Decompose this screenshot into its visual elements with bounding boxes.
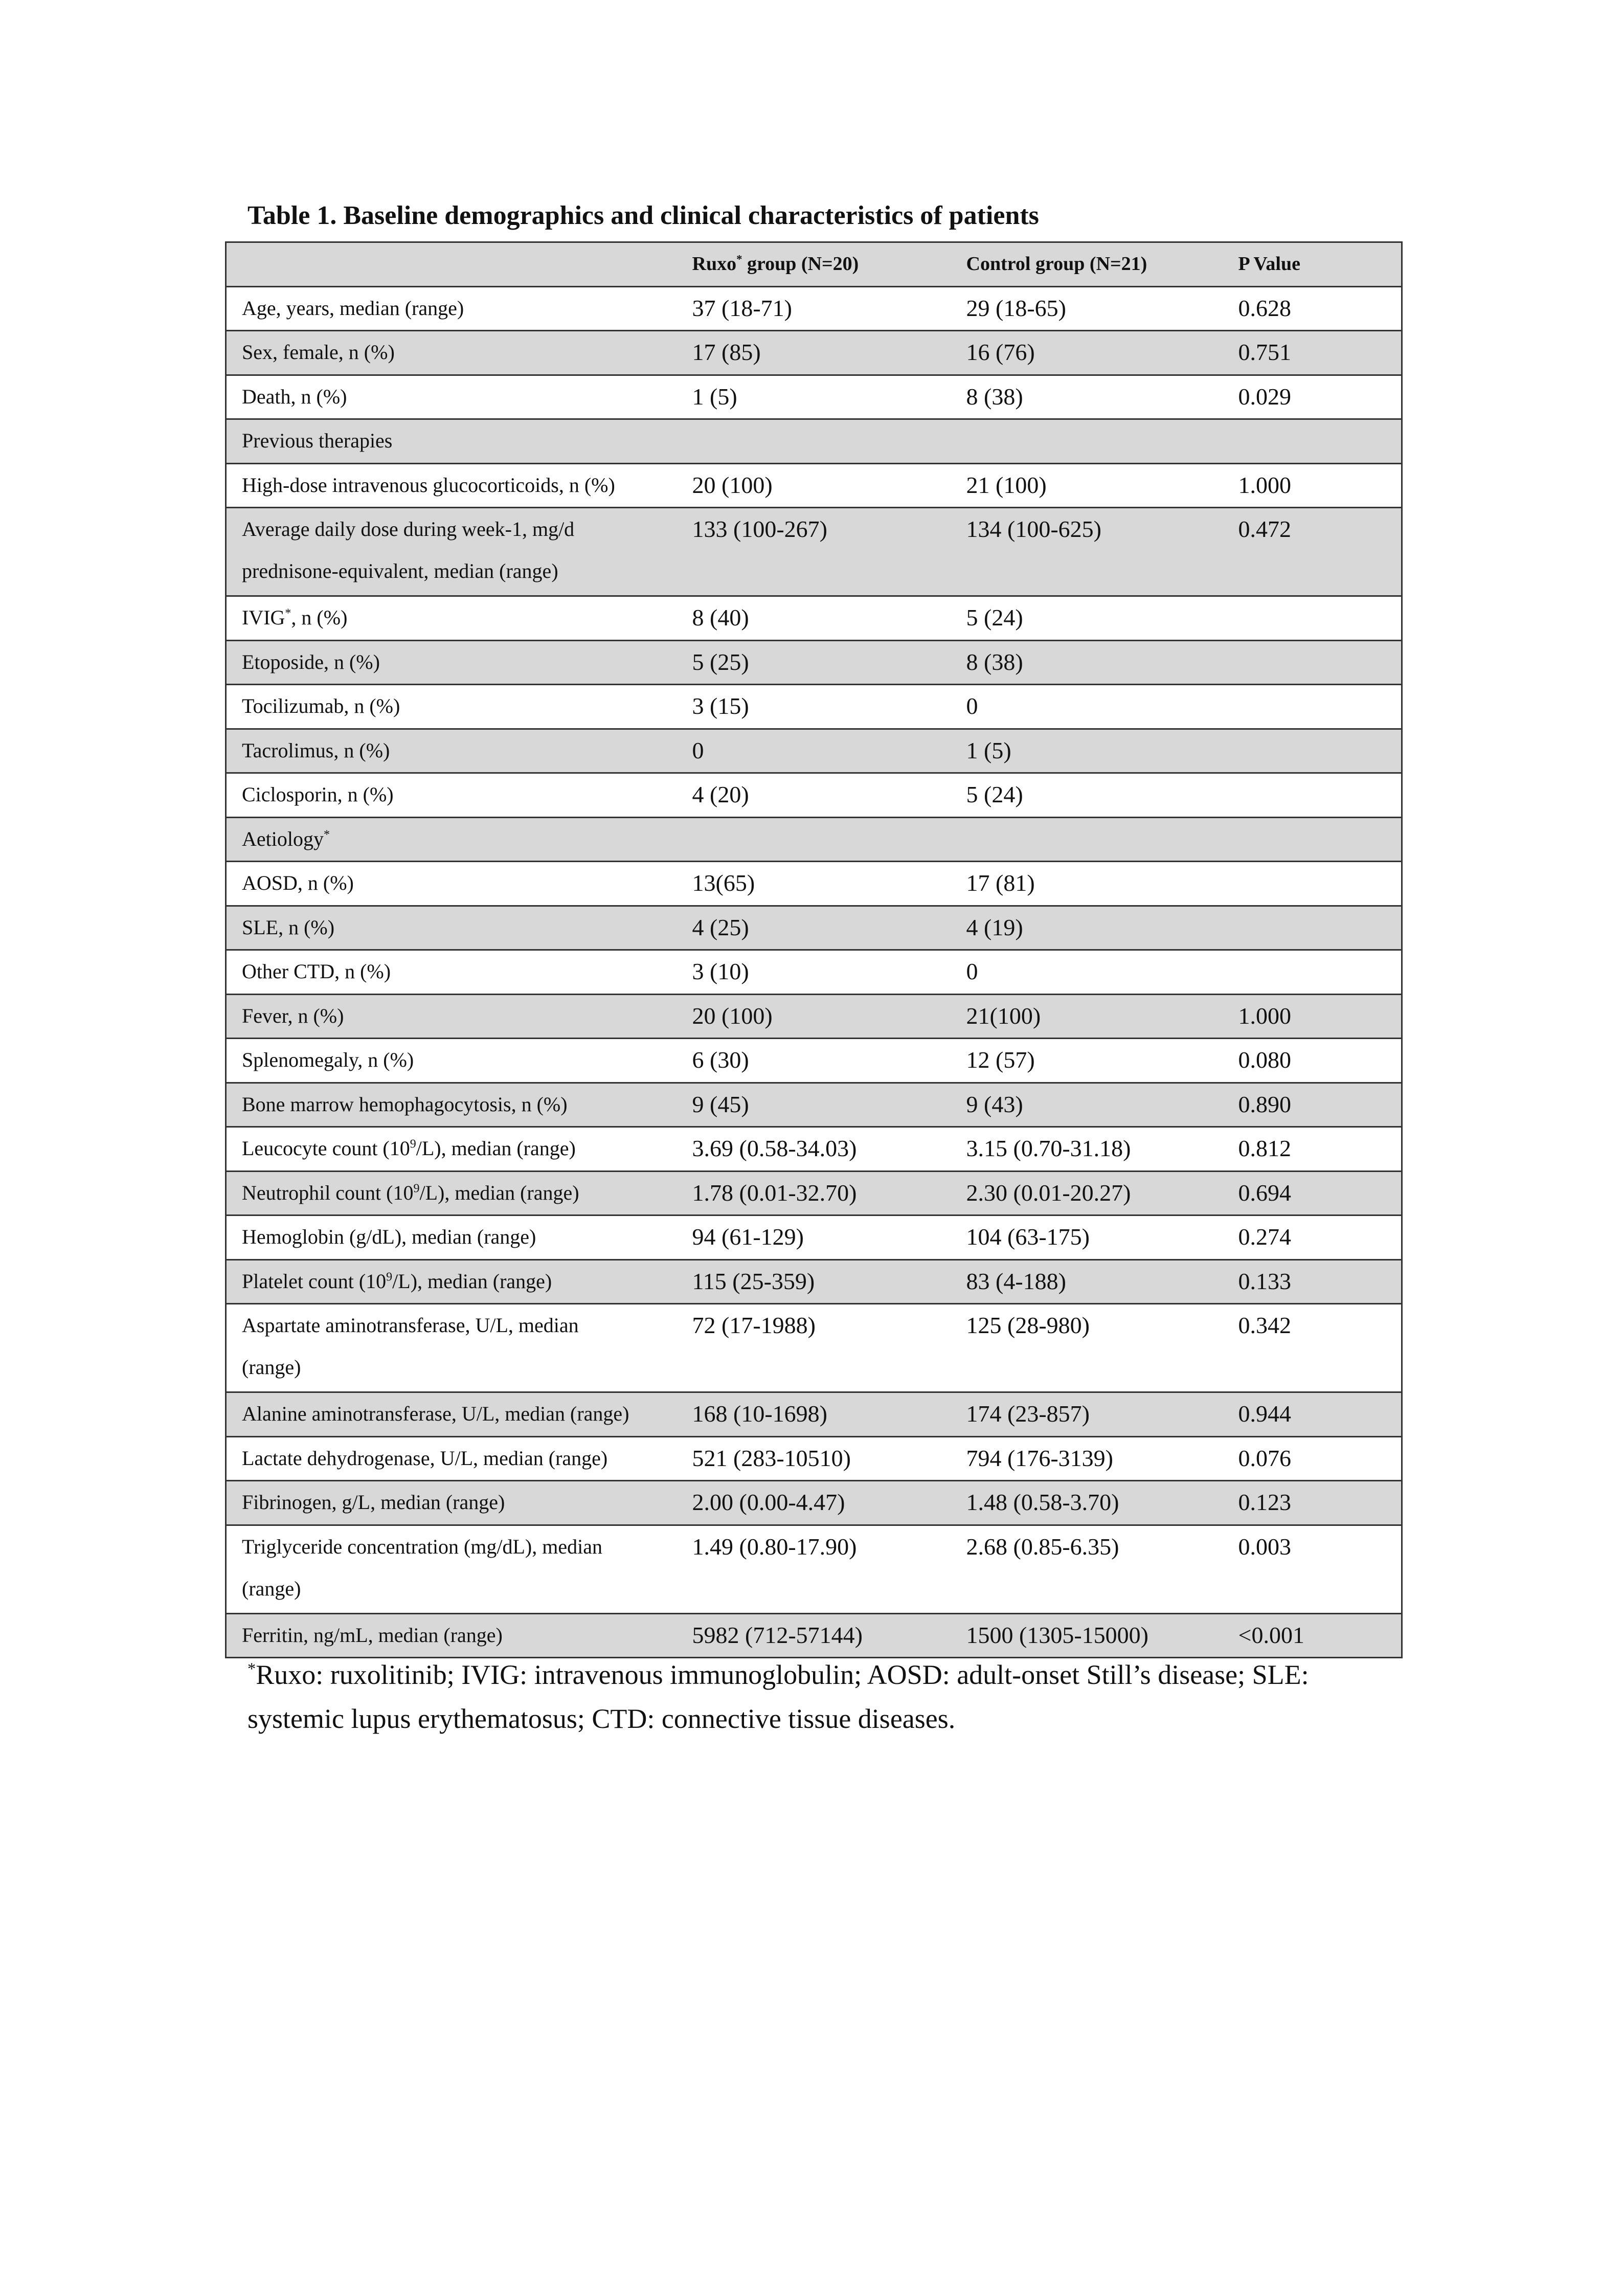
ruxo-value: 8 (40) bbox=[677, 596, 951, 641]
control-value: 134 (100-625) bbox=[951, 508, 1223, 596]
row-label: Alanine aminotransferase, U/L, median (range) bbox=[226, 1392, 677, 1437]
table-row bbox=[226, 994, 1402, 1039]
p-value: 0.029 bbox=[1223, 375, 1402, 419]
table-row bbox=[226, 419, 1402, 464]
ruxo-value bbox=[677, 817, 951, 862]
ruxo-value: 20 (100) bbox=[677, 463, 951, 508]
ruxo-value: 3 (15) bbox=[677, 685, 951, 729]
control-value: 21(100) bbox=[951, 994, 1223, 1039]
row-label: SLE, n (%) bbox=[226, 906, 677, 950]
ruxo-value: 3 (10) bbox=[677, 950, 951, 995]
ruxo-value: 168 (10-1698) bbox=[677, 1392, 951, 1437]
ruxo-value: 1.78 (0.01-32.70) bbox=[677, 1171, 951, 1215]
table-row bbox=[226, 331, 1402, 375]
ruxo-value: 37 (18-71) bbox=[677, 286, 951, 331]
table-row bbox=[226, 1215, 1402, 1260]
p-value: 0.628 bbox=[1223, 286, 1402, 331]
table-footnote bbox=[247, 1653, 1408, 1741]
table-row bbox=[226, 640, 1402, 685]
p-value: 0.342 bbox=[1223, 1304, 1402, 1392]
control-value: 104 (63-175) bbox=[951, 1215, 1223, 1260]
ruxo-value: 17 (85) bbox=[677, 331, 951, 375]
control-value: 17 (81) bbox=[951, 862, 1223, 906]
ruxo-value: 4 (20) bbox=[677, 773, 951, 818]
control-value: 2.68 (0.85-6.35) bbox=[951, 1525, 1223, 1613]
p-value: 0.133 bbox=[1223, 1259, 1402, 1304]
row-label-line1: Triglyceride concentration (mg/dL), median bbox=[242, 1535, 602, 1558]
label-superscript: * bbox=[285, 606, 291, 620]
p-value: 0.274 bbox=[1223, 1215, 1402, 1260]
row-label bbox=[226, 1525, 677, 1613]
table-row bbox=[226, 1525, 1402, 1613]
control-value: 83 (4-188) bbox=[951, 1259, 1223, 1304]
control-value: 174 (23-857) bbox=[951, 1392, 1223, 1437]
label-superscript: 9 bbox=[386, 1270, 393, 1284]
label-superscript: * bbox=[323, 828, 330, 842]
ruxo-value: 1 (5) bbox=[677, 375, 951, 419]
p-value: 0.003 bbox=[1223, 1525, 1402, 1613]
ruxo-value: 115 (25-359) bbox=[677, 1259, 951, 1304]
ruxo-value: 0 bbox=[677, 729, 951, 773]
control-value: 1 (5) bbox=[951, 729, 1223, 773]
ruxo-value: 20 (100) bbox=[677, 994, 951, 1039]
row-label: Age, years, median (range) bbox=[226, 286, 677, 331]
p-value: 1.000 bbox=[1223, 463, 1402, 508]
table-row bbox=[226, 1083, 1402, 1127]
ruxo-value bbox=[677, 419, 951, 464]
footnote-asterisk: * bbox=[247, 1660, 256, 1678]
p-value bbox=[1223, 596, 1402, 641]
p-value: 0.944 bbox=[1223, 1392, 1402, 1437]
table-row bbox=[226, 463, 1402, 508]
table-row bbox=[226, 1436, 1402, 1481]
control-value: 0 bbox=[951, 685, 1223, 729]
row-label bbox=[226, 1304, 677, 1392]
ruxo-value: 72 (17-1988) bbox=[677, 1304, 951, 1392]
row-label: Fever, n (%) bbox=[226, 994, 677, 1039]
row-label: Ferritin, ng/mL, median (range) bbox=[226, 1613, 677, 1658]
control-value: 0 bbox=[951, 950, 1223, 995]
row-label: Death, n (%) bbox=[226, 375, 677, 419]
control-value: 5 (24) bbox=[951, 596, 1223, 641]
table-row bbox=[226, 685, 1402, 729]
row-label: Previous therapies bbox=[226, 419, 677, 464]
control-value: 794 (176-3139) bbox=[951, 1436, 1223, 1481]
ruxo-value: 2.00 (0.00-4.47) bbox=[677, 1481, 951, 1525]
table-row bbox=[226, 729, 1402, 773]
label-superscript: 9 bbox=[413, 1182, 420, 1196]
control-value: 16 (76) bbox=[951, 331, 1223, 375]
row-label: Splenomegaly, n (%) bbox=[226, 1039, 677, 1083]
ruxo-value: 5 (25) bbox=[677, 640, 951, 685]
control-value: 4 (19) bbox=[951, 906, 1223, 950]
footnote-text: Ruxo: ruxolitinib; IVIG: intravenous immunoglobulin; AOSD: adult-onset Still’s disease; SLE: systemic lupus erythematosus; CTD: connective tissue diseases. bbox=[247, 1659, 1309, 1734]
row-label: Leucocyte count $(10^9/L)$, median (range) bbox=[226, 1127, 677, 1172]
p-value: 0.472 bbox=[1223, 508, 1402, 596]
row-label: IVIG*, n (%) bbox=[226, 596, 677, 641]
table-row bbox=[226, 862, 1402, 906]
p-value bbox=[1223, 685, 1402, 729]
p-value: 0.123 bbox=[1223, 1481, 1402, 1525]
label-superscript: 9 bbox=[410, 1137, 416, 1151]
table-row bbox=[226, 375, 1402, 419]
row-label bbox=[226, 508, 677, 596]
row-label-line2: (range) bbox=[242, 1356, 301, 1379]
control-value: 8 (38) bbox=[951, 375, 1223, 419]
row-label-line2: (range) bbox=[242, 1577, 301, 1600]
ruxo-value: 5982 (712-57144) bbox=[677, 1613, 951, 1658]
ruxo-value: 3.69 (0.58-34.03) bbox=[677, 1127, 951, 1172]
table-row bbox=[226, 773, 1402, 818]
row-label-line1: Average daily dose during week-1, mg/d bbox=[242, 517, 575, 541]
p-value: 0.076 bbox=[1223, 1436, 1402, 1481]
row-label-line1: Aspartate aminotransferase, U/L, median bbox=[242, 1314, 579, 1337]
p-value bbox=[1223, 729, 1402, 773]
table-row bbox=[226, 596, 1402, 641]
ruxo-value: 13(65) bbox=[677, 862, 951, 906]
ruxo-value: 4 (25) bbox=[677, 906, 951, 950]
table-row bbox=[226, 817, 1402, 862]
table-row bbox=[226, 906, 1402, 950]
table-row bbox=[226, 1613, 1402, 1658]
row-label-line2: prednisone-equivalent, median (range) bbox=[242, 559, 558, 582]
control-value: 29 (18-65) bbox=[951, 286, 1223, 331]
p-value bbox=[1223, 419, 1402, 464]
ruxo-value: 6 (30) bbox=[677, 1039, 951, 1083]
header-p-value: P Value bbox=[1223, 242, 1402, 287]
p-value: 0.694 bbox=[1223, 1171, 1402, 1215]
control-value bbox=[951, 817, 1223, 862]
row-label: AOSD, n (%) bbox=[226, 862, 677, 906]
row-label: Hemoglobin (g/dL), median (range) bbox=[226, 1215, 677, 1260]
table-row bbox=[226, 1171, 1402, 1215]
row-label: Bone marrow hemophagocytosis, n (%) bbox=[226, 1083, 677, 1127]
p-value bbox=[1223, 640, 1402, 685]
control-value: 3.15 (0.70-31.18) bbox=[951, 1127, 1223, 1172]
header-control-group: Control group (N=21) bbox=[951, 242, 1223, 287]
table-row bbox=[226, 286, 1402, 331]
row-label: Other CTD, n (%) bbox=[226, 950, 677, 995]
p-value: 0.812 bbox=[1223, 1127, 1402, 1172]
p-value bbox=[1223, 817, 1402, 862]
control-value: 9 (43) bbox=[951, 1083, 1223, 1127]
p-value: 0.890 bbox=[1223, 1083, 1402, 1127]
p-value: 0.080 bbox=[1223, 1039, 1402, 1083]
row-label: High-dose intravenous glucocorticoids, n (%) bbox=[226, 463, 677, 508]
table-row bbox=[226, 1304, 1402, 1392]
table-row bbox=[226, 1481, 1402, 1525]
ruxo-value: 521 (283-10510) bbox=[677, 1436, 951, 1481]
p-value: <0.001 bbox=[1223, 1613, 1402, 1658]
table-row bbox=[226, 1392, 1402, 1437]
control-value: 1500 (1305-15000) bbox=[951, 1613, 1223, 1658]
p-value: 0.751 bbox=[1223, 331, 1402, 375]
table-row bbox=[226, 508, 1402, 596]
baseline-table bbox=[225, 241, 1403, 1658]
control-value: 5 (24) bbox=[951, 773, 1223, 818]
row-label: Sex, female, n (%) bbox=[226, 331, 677, 375]
row-label: Lactate dehydrogenase, U/L, median (range) bbox=[226, 1436, 677, 1481]
header-ruxo-group: Ruxo* group (N=20) bbox=[677, 242, 951, 287]
control-value: 8 (38) bbox=[951, 640, 1223, 685]
control-value: 12 (57) bbox=[951, 1039, 1223, 1083]
table-row bbox=[226, 1259, 1402, 1304]
p-value bbox=[1223, 950, 1402, 995]
table-row bbox=[226, 950, 1402, 995]
header-characteristic bbox=[226, 242, 677, 287]
ruxo-value: 9 (45) bbox=[677, 1083, 951, 1127]
ruxo-value: 1.49 (0.80-17.90) bbox=[677, 1525, 951, 1613]
row-label: Neutrophil count $(10^9/L)$, median (range) bbox=[226, 1171, 677, 1215]
ruxo-value: 94 (61-129) bbox=[677, 1215, 951, 1260]
p-value bbox=[1223, 773, 1402, 818]
table-row bbox=[226, 1127, 1402, 1172]
asterisk-superscript: * bbox=[736, 253, 742, 266]
ruxo-value: 133 (100-267) bbox=[677, 508, 951, 596]
control-value bbox=[951, 419, 1223, 464]
control-value: 125 (28-980) bbox=[951, 1304, 1223, 1392]
row-label: Tacrolimus, n (%) bbox=[226, 729, 677, 773]
table-caption: Table 1. Baseline demographics and clinical characteristics of patients bbox=[247, 201, 1039, 230]
row-label: Aetiology* bbox=[226, 817, 677, 862]
p-value: 1.000 bbox=[1223, 994, 1402, 1039]
row-label: Etoposide, n (%) bbox=[226, 640, 677, 685]
row-label: Ciclosporin, n (%) bbox=[226, 773, 677, 818]
table-row bbox=[226, 1039, 1402, 1083]
table-header-row bbox=[226, 242, 1402, 287]
control-value: 21 (100) bbox=[951, 463, 1223, 508]
row-label: Fibrinogen, g/L, median (range) bbox=[226, 1481, 677, 1525]
p-value bbox=[1223, 862, 1402, 906]
control-value: 2.30 (0.01-20.27) bbox=[951, 1171, 1223, 1215]
row-label: Platelet count $(10^9/L)$, median (range) bbox=[226, 1259, 677, 1304]
p-value bbox=[1223, 906, 1402, 950]
row-label: Tocilizumab, n (%) bbox=[226, 685, 677, 729]
control-value: 1.48 (0.58-3.70) bbox=[951, 1481, 1223, 1525]
